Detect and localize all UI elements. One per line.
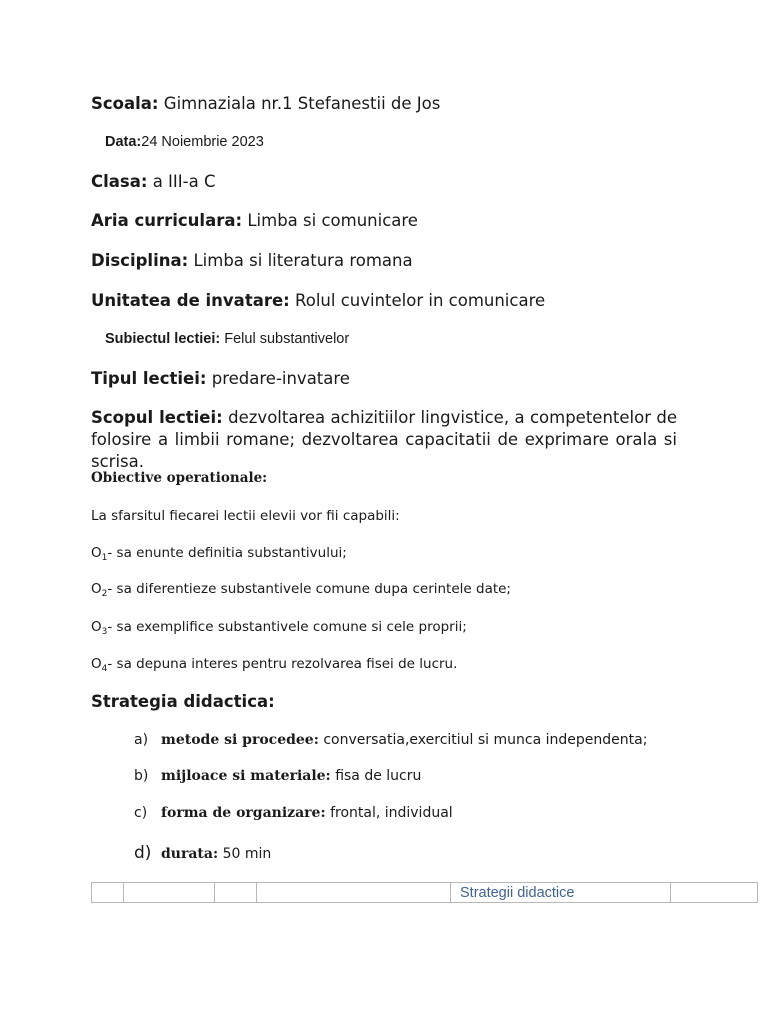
lesson-purpose-label: Scopul lectiei: — [91, 408, 223, 427]
objective-subscript: 4 — [101, 664, 108, 674]
date-line — [105, 134, 264, 150]
objective-prefix: O — [91, 581, 102, 597]
objective-item — [91, 581, 511, 599]
school-line — [91, 94, 440, 113]
discipline-line — [91, 251, 413, 270]
strategy-item — [134, 805, 453, 821]
learning-unit-value: Rolul cuvintelor in comunicare — [295, 291, 546, 310]
objective-subscript: 1 — [101, 553, 108, 563]
strategy-value: conversatia,exercitiul si munca independenta; — [323, 732, 648, 748]
lesson-plan-table — [91, 882, 758, 903]
date-label: Data: — [105, 134, 142, 150]
strategy-item — [134, 843, 271, 863]
strategy-value: frontal, individual — [330, 805, 453, 821]
lesson-purpose-value: dezvoltarea achizitiilor lingvistice, a competentelor de folosire a limbii romane; dezvoltarea capacitatii de exprimare orala si scrisa. — [91, 408, 678, 471]
table-cell — [92, 883, 124, 903]
table-cell — [124, 883, 215, 903]
curricular-area-label: Aria curriculara: — [91, 211, 243, 230]
discipline-value: Limba si literatura romana — [193, 251, 413, 270]
lesson-subject-line — [105, 331, 349, 347]
table-header-strategies: Strategii didactice — [451, 883, 671, 903]
objectives-heading: Obiective operationale: — [91, 470, 268, 486]
curricular-area-line — [91, 211, 418, 230]
learning-unit-label: Unitatea de invatare: — [91, 291, 290, 310]
strategy-label: metode si procedee: — [161, 732, 319, 748]
table-cell — [671, 883, 758, 903]
lesson-purpose-paragraph — [91, 407, 677, 473]
strategy-label: forma de organizare: — [161, 805, 326, 821]
class-label: Clasa: — [91, 172, 148, 191]
objective-prefix: O — [91, 545, 102, 561]
strategy-marker: a) — [134, 732, 149, 748]
date-value: 24 Noiembrie 2023 — [141, 134, 264, 150]
class-value: a III-a C — [152, 172, 216, 191]
objective-item — [91, 619, 467, 637]
school-label: Scoala: — [91, 94, 159, 113]
lesson-type-label: Tipul lectiei: — [91, 369, 207, 388]
lesson-type-line — [91, 369, 350, 388]
strategy-marker: c) — [134, 805, 148, 821]
table-cell — [257, 883, 451, 903]
strategy-item — [134, 732, 647, 748]
objective-text: - sa enunte definitia substantivului; — [107, 545, 347, 561]
table-cell — [215, 883, 257, 903]
objective-text: - sa diferentieze substantivele comune dupa cerintele date; — [107, 581, 511, 597]
strategy-label: mijloace si materiale: — [161, 768, 331, 784]
objective-prefix: O — [91, 619, 102, 635]
strategy-heading: Strategia didactica: — [91, 692, 275, 711]
objective-item — [91, 545, 347, 563]
strategy-value: 50 min — [222, 846, 272, 862]
table-header-row — [92, 883, 758, 903]
strategy-marker: b) — [134, 768, 149, 784]
objective-subscript: 2 — [101, 589, 108, 599]
strategy-value: fisa de lucru — [335, 768, 422, 784]
objective-prefix: O — [91, 656, 102, 672]
objective-text: - sa exemplifice substantivele comune si cele proprii; — [107, 619, 467, 635]
learning-unit-line — [91, 291, 545, 310]
strategy-item — [134, 768, 421, 784]
discipline-label: Disciplina: — [91, 251, 189, 270]
objective-text: - sa depuna interes pentru rezolvarea fisei de lucru. — [107, 656, 458, 672]
objective-item — [91, 656, 457, 674]
strategy-label: durata: — [161, 846, 219, 862]
objectives-intro: La sfarsitul fiecarei lectii elevii vor fii capabili: — [91, 508, 400, 524]
lesson-type-value: predare-invatare — [211, 369, 350, 388]
school-value: Gimnaziala nr.1 Stefanestii de Jos — [163, 94, 441, 113]
curricular-area-value: Limba si comunicare — [247, 211, 418, 230]
objective-subscript: 3 — [101, 627, 108, 637]
class-line — [91, 172, 216, 191]
lesson-subject-label: Subiectul lectiei: — [105, 331, 221, 347]
lesson-subject-value: Felul substantivelor — [224, 331, 350, 347]
strategy-marker: d) — [134, 843, 152, 863]
